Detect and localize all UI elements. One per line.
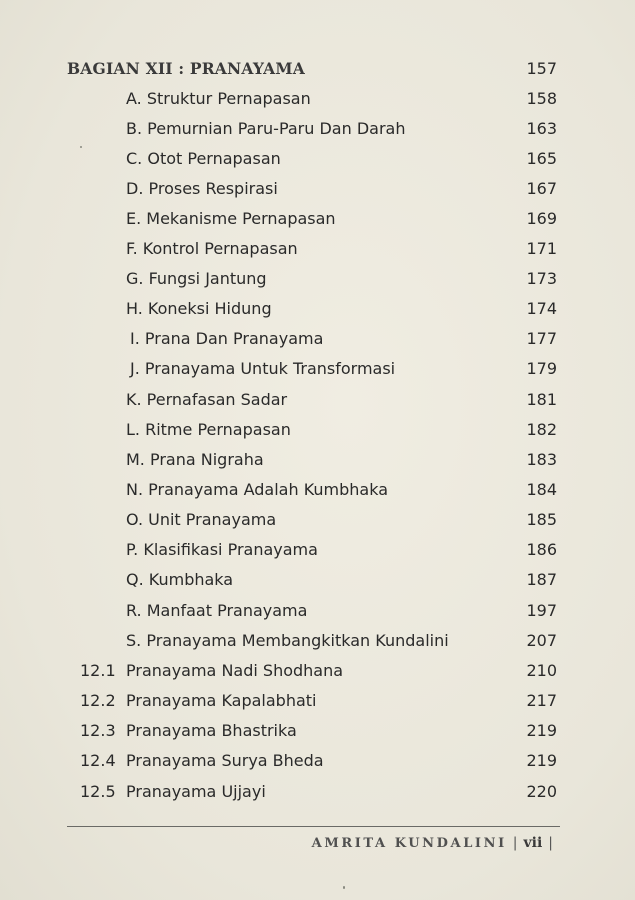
toc-entry-label: Pranayama Bhastrika (126, 721, 297, 740)
toc-entry-page: 219 (526, 751, 557, 770)
toc-entry-label: B. Pemurnian Paru-Paru Dan Darah (126, 119, 406, 138)
toc-entry-page: 163 (526, 119, 557, 138)
toc-entry-page: 185 (526, 510, 557, 529)
toc-entry (0, 179, 635, 203)
footer-divider (67, 826, 560, 827)
folio-number: vii (523, 835, 543, 851)
toc-entry (0, 450, 635, 474)
toc-entry-label: R. Manfaat Pranayama (126, 601, 308, 620)
toc-entry-label: E. Mekanisme Pernapasan (126, 209, 336, 228)
footer-separator-left: | (512, 835, 518, 851)
toc-entry-page: 197 (526, 601, 557, 620)
toc-entry-page: 158 (526, 89, 557, 108)
toc-entry (0, 119, 635, 143)
toc-entry-label: K. Pernafasan Sadar (126, 390, 288, 409)
toc-entry-label: J. Pranayama Untuk Transformasi (130, 359, 396, 378)
toc-entry (0, 359, 635, 383)
toc-entry-label: O. Unit Pranayama (126, 510, 277, 529)
toc-entry (0, 751, 635, 775)
toc-entry-page: 220 (526, 782, 557, 801)
toc-entry-number: 12.3 (80, 721, 116, 740)
toc-entry-label: L. Ritme Pernapasan (126, 420, 291, 439)
toc-entry (0, 239, 635, 263)
paper-speck (80, 146, 82, 148)
toc-entry-label: Pranayama Kapalabhati (126, 691, 317, 710)
toc-entry-number: 12.4 (80, 751, 116, 770)
toc-entry (0, 691, 635, 715)
toc-entry (0, 89, 635, 113)
toc-entry (0, 299, 635, 323)
toc-entry-page: 219 (526, 721, 557, 740)
book-title: AMRITA KUNDALINI (311, 836, 507, 851)
toc-entry (0, 480, 635, 504)
toc-entry-label: Pranayama Nadi Shodhana (126, 661, 344, 680)
toc-entry (0, 269, 635, 293)
toc-entry-label: I. Prana Dan Pranayama (130, 329, 324, 348)
toc-entry-page: 177 (526, 329, 557, 348)
toc-entry-page: 183 (526, 450, 557, 469)
toc-entry-label: D. Proses Respirasi (126, 179, 278, 198)
toc-entry-page: 173 (526, 269, 557, 288)
toc-entry-page: 207 (526, 631, 557, 650)
toc-entry (0, 149, 635, 173)
toc-entry-label: H. Koneksi Hidung (126, 299, 272, 318)
running-footer (312, 835, 559, 851)
toc-entry-label: Pranayama Surya Bheda (126, 751, 324, 770)
toc-entry-label: Pranayama Ujjayi (126, 782, 266, 801)
toc-entry-page: 165 (526, 149, 557, 168)
toc-entry-page: 171 (526, 239, 557, 258)
toc-entry (0, 631, 635, 655)
toc-entry-page: 186 (526, 540, 557, 559)
toc-entry-label: M. Prana Nigraha (126, 450, 264, 469)
toc-entry-page: 184 (526, 480, 557, 499)
toc-entry-page: 181 (526, 390, 557, 409)
toc-entry-label: P. Klasifikasi Pranayama (126, 540, 318, 559)
toc-entry (0, 390, 635, 414)
toc-entry-label: Q. Kumbhaka (126, 570, 234, 589)
toc-entry (0, 209, 635, 233)
toc-entry (0, 540, 635, 564)
toc-entry-label: C. Otot Pernapasan (126, 149, 281, 168)
toc-entry-label: F. Kontrol Pernapasan (126, 239, 298, 258)
toc-entry-number: 12.2 (80, 691, 116, 710)
toc-entry-page: 210 (526, 661, 557, 680)
toc-entry (0, 661, 635, 685)
toc-entry (0, 570, 635, 594)
toc-entry-label: N. Pranayama Adalah Kumbhaka (126, 480, 388, 499)
footer-separator-right: | (548, 835, 553, 851)
toc-entry (0, 782, 635, 806)
toc-entry-page: 179 (526, 359, 557, 378)
toc-entry (0, 601, 635, 625)
toc-entry-page: 182 (526, 420, 557, 439)
paper-speck (343, 886, 345, 889)
toc-entry-page: 167 (526, 179, 557, 198)
toc-entry-page: 174 (526, 299, 557, 318)
section-title: BAGIAN XII : PRANAYAMA (67, 59, 305, 78)
toc-entry (0, 510, 635, 534)
toc-entry-number: 12.5 (80, 782, 116, 801)
section-page-number: 157 (526, 59, 557, 78)
toc-entry-label: A. Struktur Pernapasan (126, 89, 311, 108)
toc-entry-label: S. Pranayama Membangkitkan Kundalini (126, 631, 449, 650)
toc-entry-number: 12.1 (80, 661, 116, 680)
toc-entry (0, 420, 635, 444)
toc-entry-page: 187 (526, 570, 557, 589)
toc-entry-page: 217 (526, 691, 557, 710)
toc-entry (0, 329, 635, 353)
toc-entry-page: 169 (526, 209, 557, 228)
toc-entry (0, 721, 635, 745)
toc-entry-label: G. Fungsi Jantung (126, 269, 267, 288)
